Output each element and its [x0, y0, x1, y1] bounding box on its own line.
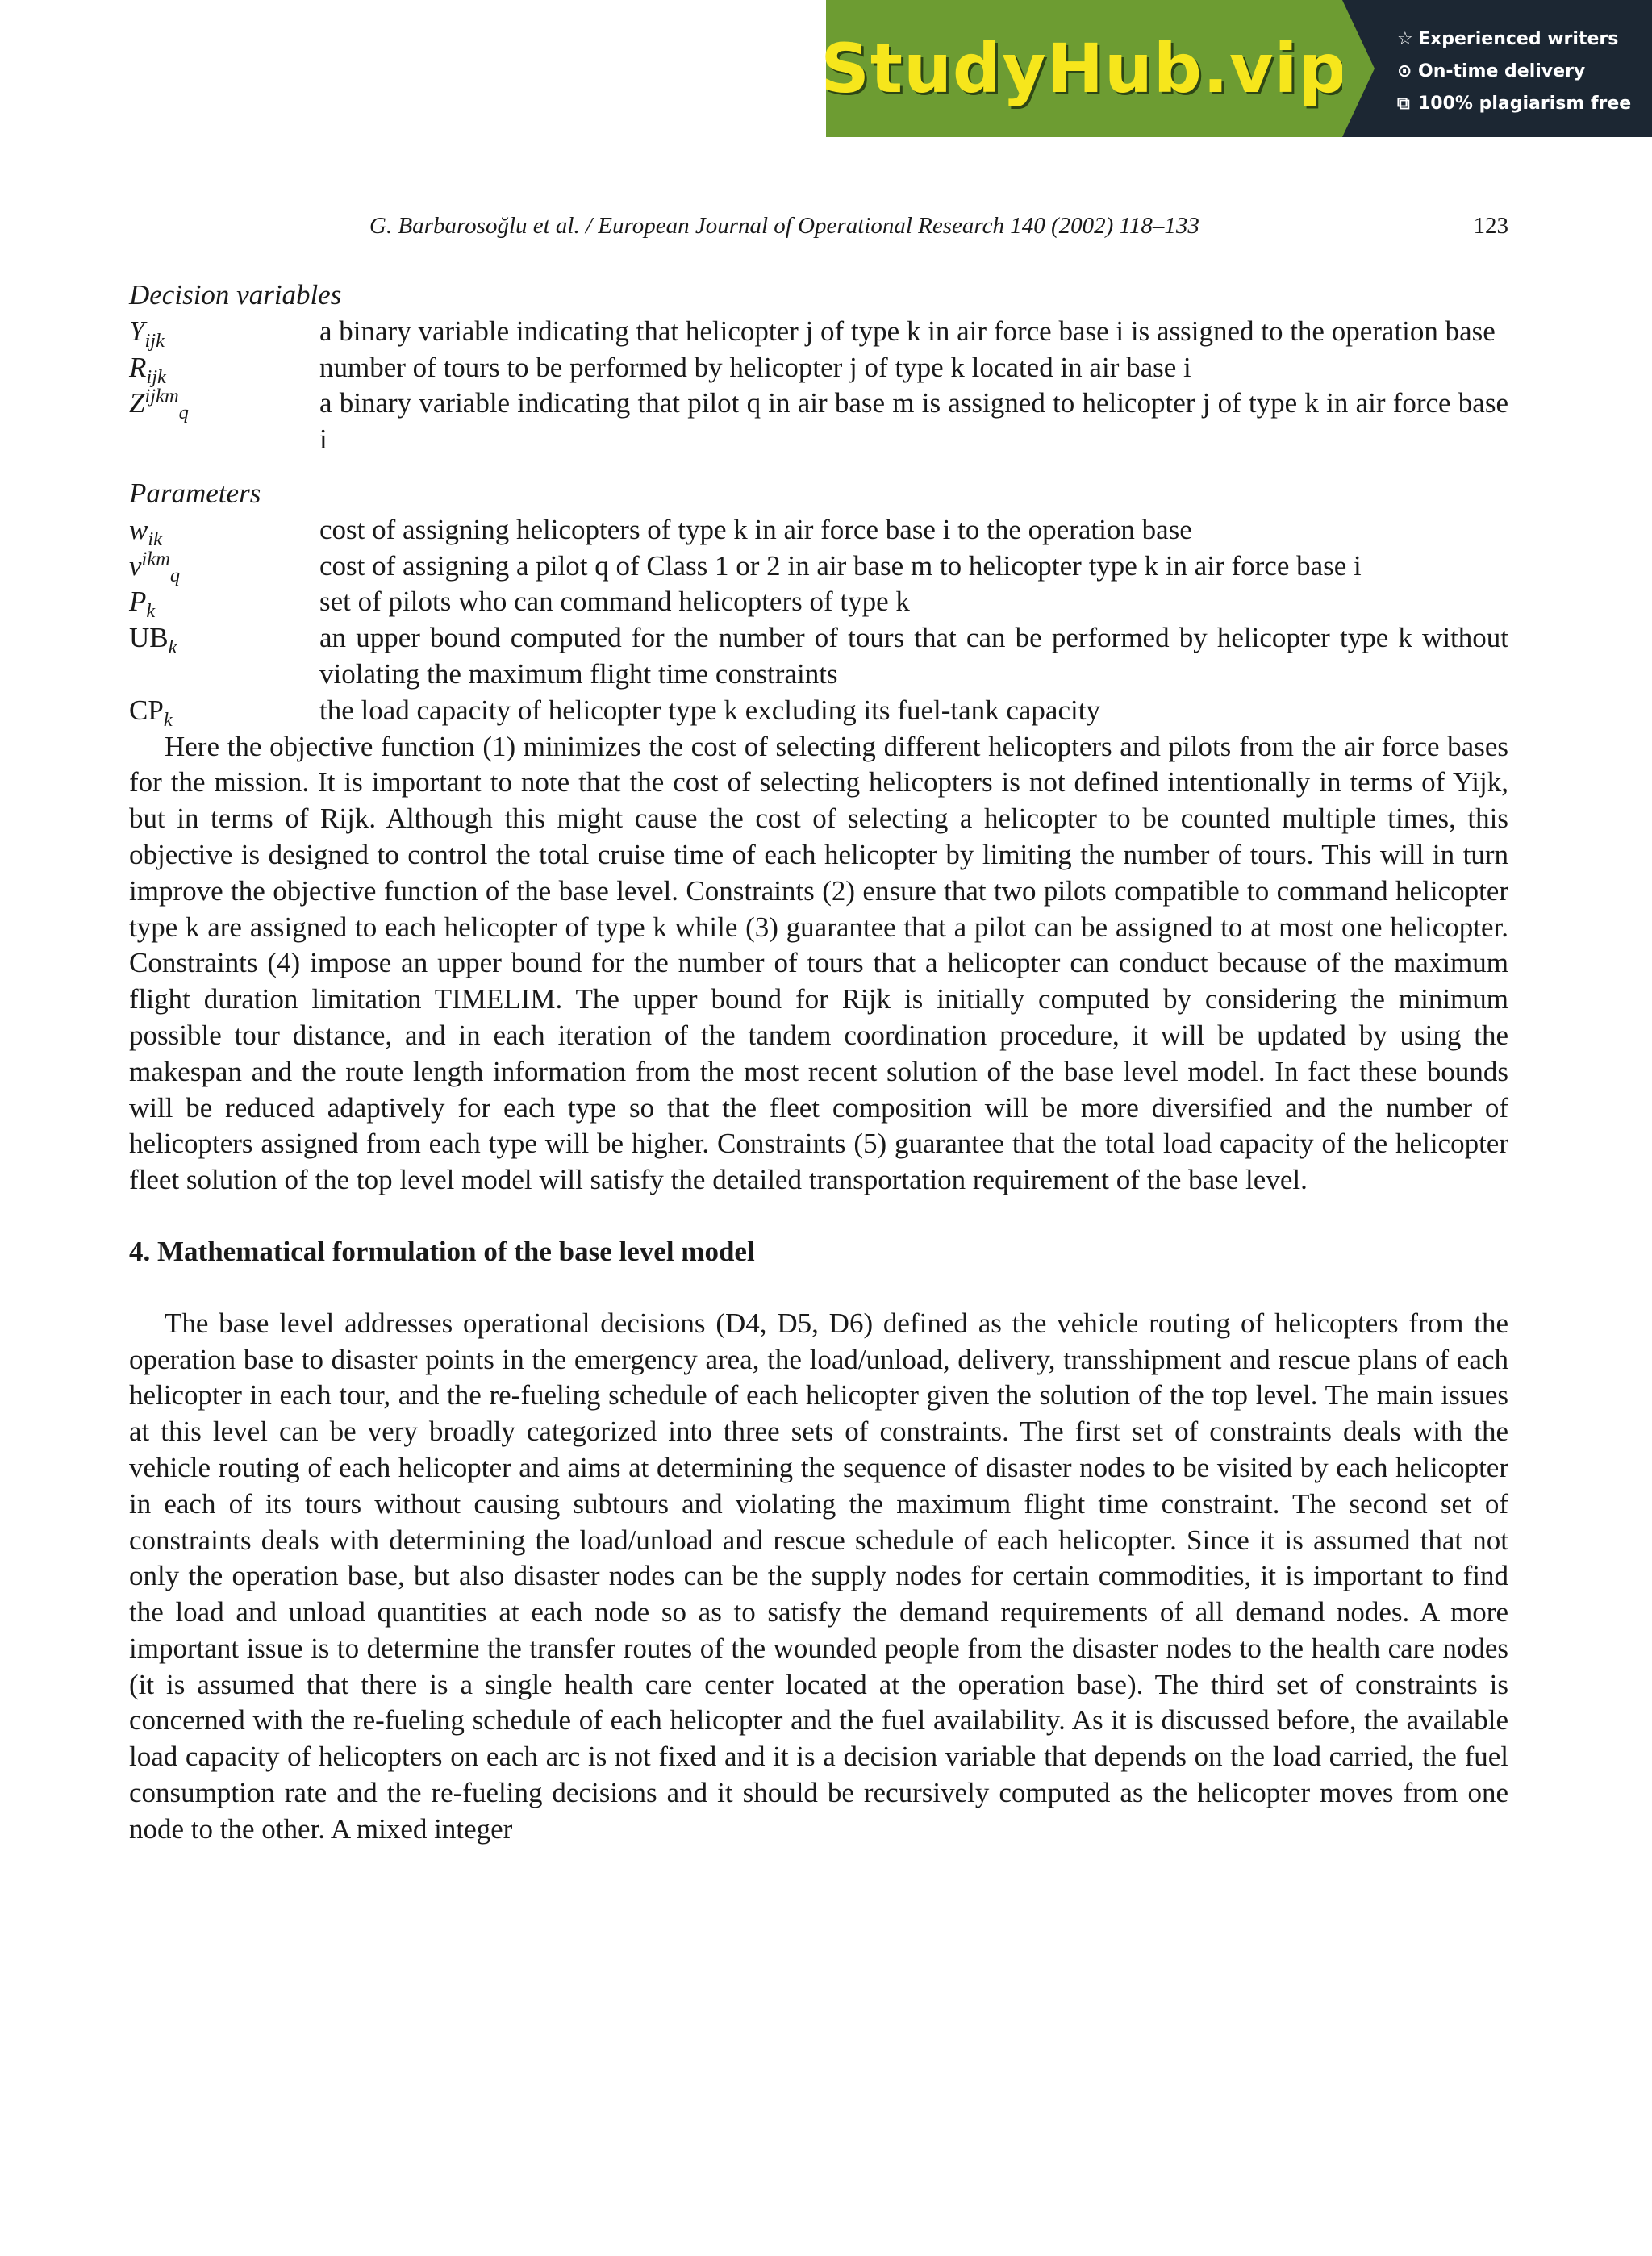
definition-text: number of tours to be performed by helicopter j of type k located in air base i [319, 351, 1191, 383]
definition-row [129, 512, 1508, 548]
decision-variables-label: Decision variables [129, 279, 342, 311]
feature-label: On-time delivery [1418, 60, 1586, 81]
copy-icon: ⧉ [1397, 93, 1410, 114]
definition-row [129, 584, 1508, 623]
definition-text: the load capacity of helicopter type k excluding its fuel-tank capacity [319, 694, 1100, 726]
definition-text: cost of assigning a pilot q of Class 1 or 2 in air base m to helicopter type k in air force base i [319, 549, 1362, 582]
clock-icon: ⊙ [1397, 60, 1412, 81]
definition-text: cost of assigning helicopters of type k in air force base i to the operation base [319, 513, 1192, 545]
feature-experienced-writers [1397, 23, 1652, 55]
parameters-label: Parameters [129, 477, 261, 509]
definition-row [129, 386, 1508, 458]
definition-row [129, 620, 1508, 693]
symbol-Rijk: $R_{ijk}$ [129, 351, 166, 388]
brand-name: StudyHub.vip [820, 29, 1348, 108]
symbol-Zqijkm: $Z^{ijkm}_q$ [129, 385, 189, 424]
feature-plagiarism-free [1397, 87, 1652, 119]
feature-label: Experienced writers [1418, 28, 1619, 49]
banner-features [1342, 0, 1652, 137]
symbol-vqikm: $v^{ikm}_q$ [129, 547, 181, 586]
definition-row [129, 548, 1508, 585]
promo-banner[interactable] [820, 0, 1652, 137]
page-number: 123 [1473, 213, 1508, 239]
definition-row [129, 693, 1508, 729]
definition-row [129, 350, 1508, 386]
symbol-Pk: $P_k$ [129, 586, 156, 623]
definition-row [129, 314, 1508, 350]
section-heading: 4. Mathematical formulation of the base level model [129, 1235, 755, 1267]
banner-arrow-shape [1342, 0, 1375, 137]
star-icon: ☆ [1397, 28, 1413, 49]
definition-text: set of pilots who can command helicopters of type k [319, 586, 910, 618]
feature-label: 100% plagiarism free [1418, 93, 1632, 114]
brand-logo[interactable] [820, 0, 1348, 137]
symbol-Yijk: $Y_{ijk}$ [129, 315, 165, 352]
journal-citation: G. Barbarosoğlu et al. / European Journal of Operational Research 140 (2002) 118–133 [369, 213, 1199, 239]
objective-paragraph: Here the objective function (1) minimizes the cost of selecting different helicopters and pilots from the air force bases for the mission. It is important to note that the cost of selecting helicopters is not defined intentionally in terms of Yijk, but in terms of Rijk. Although this might cause the cost of selecting a helicopter to be counted multiple times, this objective is designed to control the total cruise time of each helicopter by limiting the number of tours. This will in turn improve the objective function of the base level. Constraints (2) ensure that two pilots compatible to command helicopter type k are assigned to each helicopter of type k while (3) guarantee that a pilot can be assigned to at most one helicopter. Constraints (4) impose an upper bound for the number of tours that a helicopter can conduct because of the maximum flight duration limitation TIMELIM. The upper bound for Rijk is initially computed by considering the minimum possible tour distance, and in each iteration of the tandem coordination procedure, it will be updated by using the makespan and the route length information from the most recent solution of the base level model. In fact these bounds will be reduced adaptively for each type so that the fleet composition will be more diversified and the number of helicopters assigned from each type will be higher. Constraints (5) guarantee that the total load capacity of the helicopter fleet solution of the top level model will satisfy the detailed transportation requirement of the base level. [129, 730, 1508, 1196]
definition-text: a binary variable indicating that helicopter j of type k in air force base i is assigned to the operation base [319, 315, 1496, 347]
definition-text: an upper bound computed for the number of tours that can be performed by helicopter type k without violating the maximum flight time constraints [319, 622, 1508, 690]
symbol-wik: $w_{ik}$ [129, 513, 163, 550]
parameters-list [129, 512, 1508, 729]
page-body [129, 277, 1508, 1848]
decision-variables-list [129, 314, 1508, 458]
feature-on-time-delivery [1397, 55, 1652, 87]
base-level-paragraph: The base level addresses operational decisions (D4, D5, D6) defined as the vehicle routing of helicopters from the operation base to disaster points in the emergency area, the load/unload, delivery, transshipment and rescue plans of each helicopter in each tour, and the re-fueling schedule of each helicopter given the solution of the top level. The main issues at this level can be very broadly categorized into three sets of constraints. The first set of constraints deals with the vehicle routing of each helicopter and aims at determining the sequence of disaster nodes to be visited by each helicopter in each of its tours without causing subtours and violating the maximum flight time constraint. The second set of constraints deals with determining the load/unload and rescue schedule of each helicopter. Since it is assumed that not only the operation base, but also disaster nodes can be the supply nodes for certain commodities, it is important to find the load and unload quantities at each node so as to satisfy the demand requirements of all demand nodes. A more important issue is to determine the transfer routes of the wounded people from the disaster nodes to the health care nodes (it is assumed that there is a single health care center located at the operation base). The third set of constraints is concerned with the re-fueling schedule of each helicopter and the fuel availability. As it is discussed before, the available load capacity of helicopters on each arc is not fixed and it is a decision variable that depends on the load carried, the fuel consumption rate and the re-fueling decisions and it should be recursively computed as the helicopter moves from one node to the other. A mixed integer [129, 1307, 1508, 1845]
symbol-CPk: $CP_k$ [129, 694, 173, 731]
symbol-UBk: $UB_k$ [129, 622, 177, 659]
definition-text: a binary variable indicating that pilot q in air base m is assigned to helicopter j of type k in air force base i [319, 387, 1508, 456]
